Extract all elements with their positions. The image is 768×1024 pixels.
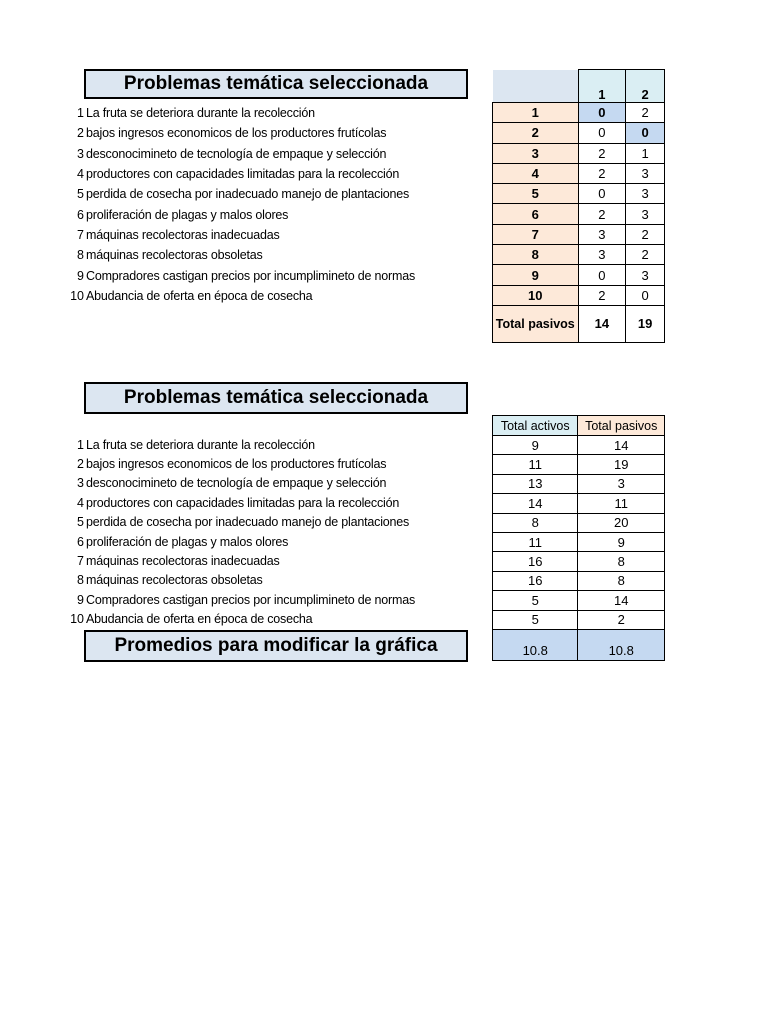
problem-text: desconocimineto de tecnología de empaque y selección	[86, 476, 387, 491]
table-row	[493, 591, 665, 610]
table-row	[493, 143, 665, 163]
section1-title: Problemas temática seleccionada	[84, 69, 468, 99]
list-item	[64, 225, 484, 245]
total-activos-cell: 8	[493, 513, 578, 532]
table-row	[493, 245, 665, 265]
total-pasivos-cell: 20	[578, 513, 665, 532]
matrix-cell: 3	[626, 184, 665, 204]
problem-number: 10	[70, 612, 84, 627]
matrix-cell: 2	[578, 143, 626, 163]
matrix-row-label: 8	[493, 245, 579, 265]
total-activos-cell: 16	[493, 552, 578, 571]
table-row	[493, 184, 665, 204]
matrix-cell: 2	[578, 204, 626, 224]
matrix-row-label: 3	[493, 143, 579, 163]
matrix-cell: 0	[578, 123, 626, 143]
total-pasivos-cell: 14	[578, 436, 665, 455]
matrix-cell: 0	[626, 285, 665, 305]
list-item	[64, 286, 484, 306]
average-pasivos: 10.8	[578, 629, 665, 660]
list-item	[64, 474, 484, 493]
total-pasivos-value: 19	[626, 305, 665, 342]
matrix-cell: 3	[626, 265, 665, 285]
matrix-row-label: 9	[493, 265, 579, 285]
total-activos-cell: 5	[493, 610, 578, 629]
total-pasivos-cell: 11	[578, 494, 665, 513]
totals-table	[492, 415, 665, 661]
matrix-row-label: 5	[493, 184, 579, 204]
matrix-col-header: 2	[626, 70, 665, 103]
matrix-header-row	[493, 70, 665, 103]
list-item	[64, 184, 484, 204]
table-row	[493, 224, 665, 244]
matrix-cell: 0	[578, 103, 626, 123]
problem-number: 6	[77, 534, 84, 549]
total-activos-header: Total activos	[493, 416, 578, 436]
problem-number: 2	[77, 457, 84, 472]
problem-text: máquinas recolectoras obsoletas	[86, 248, 263, 263]
list-item	[64, 532, 484, 551]
list-item	[64, 103, 484, 123]
table-row	[493, 123, 665, 143]
table-row	[493, 455, 665, 474]
matrix-row-label: 10	[493, 285, 579, 305]
problem-text: máquinas recolectoras inadecuadas	[86, 227, 280, 242]
matrix-col-header: 1	[578, 70, 626, 103]
problem-number: 9	[77, 268, 84, 283]
total-pasivos-cell: 2	[578, 610, 665, 629]
list-item	[64, 454, 484, 473]
problem-text: bajos ingresos economicos de los productores frutícolas	[86, 126, 387, 141]
section2-title: Problemas temática seleccionada	[84, 382, 468, 414]
matrix-cell: 0	[578, 184, 626, 204]
problem-number: 4	[77, 167, 84, 182]
problem-text: perdida de cosecha por inadecuado manejo de plantaciones	[86, 515, 410, 530]
problem-number: 2	[77, 126, 84, 141]
averages-title: Promedios para modificar la gráfica	[84, 630, 468, 662]
matrix-cell: 2	[626, 245, 665, 265]
matrix-row-label: 1	[493, 103, 579, 123]
matrix-cell: 2	[578, 163, 626, 183]
total-activos-cell: 9	[493, 436, 578, 455]
list-item	[64, 265, 484, 285]
problem-text: desconocimineto de tecnología de empaque y selección	[86, 146, 387, 161]
matrix-row-label: 2	[493, 123, 579, 143]
list-item	[64, 245, 484, 265]
table-row	[493, 474, 665, 493]
problem-number: 7	[77, 554, 84, 569]
problem-number: 10	[70, 288, 84, 303]
list-item	[64, 513, 484, 532]
total-pasivos-cell: 3	[578, 474, 665, 493]
table-row	[493, 204, 665, 224]
table-row	[493, 163, 665, 183]
total-pasivos-cell: 19	[578, 455, 665, 474]
problem-number: 8	[77, 573, 84, 588]
total-pasivos-cell: 8	[578, 571, 665, 590]
total-activos-cell: 11	[493, 455, 578, 474]
problem-number: 6	[77, 207, 84, 222]
matrix-cell: 3	[626, 163, 665, 183]
list-item	[64, 435, 484, 454]
total-pasivos-cell: 8	[578, 552, 665, 571]
problem-text: productores con capacidades limitadas para la recolección	[86, 167, 400, 182]
matrix-cell: 3	[578, 224, 626, 244]
total-pasivos-cell: 14	[578, 591, 665, 610]
matrix-cell: 3	[626, 204, 665, 224]
section1-problem-list	[64, 103, 484, 306]
list-item	[64, 590, 484, 609]
problem-text: proliferación de plagas y malos olores	[86, 534, 289, 549]
matrix-total-row	[493, 305, 665, 342]
problem-number: 5	[77, 515, 84, 530]
average-activos: 10.8	[493, 629, 578, 660]
total-pasivos-header: Total pasivos	[578, 416, 665, 436]
table-row	[493, 532, 665, 551]
problem-number: 5	[77, 187, 84, 202]
problem-number: 9	[77, 592, 84, 607]
matrix-row-label: 7	[493, 224, 579, 244]
matrix-cell: 1	[626, 143, 665, 163]
problem-text: Compradores castigan precios por incumplimineto de normas	[86, 592, 416, 607]
total-pasivos-value: 14	[578, 305, 626, 342]
problem-number: 1	[77, 437, 84, 452]
problem-number: 1	[77, 106, 84, 121]
problem-text: La fruta se deteriora durante la recolección	[86, 437, 315, 452]
list-item	[64, 571, 484, 590]
table-row	[493, 571, 665, 590]
problem-number: 4	[77, 495, 84, 510]
list-item	[64, 204, 484, 224]
matrix-cell: 0	[626, 123, 665, 143]
total-pasivos-cell: 9	[578, 532, 665, 551]
table-row	[493, 285, 665, 305]
total-activos-cell: 16	[493, 571, 578, 590]
list-item	[64, 610, 484, 629]
problem-text: perdida de cosecha por inadecuado manejo de plantaciones	[86, 187, 410, 202]
problem-text: Abudancia de oferta en época de cosecha	[86, 288, 313, 303]
problem-number: 3	[77, 476, 84, 491]
total-activos-cell: 14	[493, 494, 578, 513]
section2-problem-list	[64, 435, 484, 629]
matrix-cell: 2	[578, 285, 626, 305]
problem-text: La fruta se deteriora durante la recolección	[86, 106, 315, 121]
list-item	[64, 164, 484, 184]
table-row	[493, 103, 665, 123]
averages-row	[493, 629, 665, 660]
table-row	[493, 436, 665, 455]
table-row	[493, 610, 665, 629]
list-item	[64, 123, 484, 143]
problem-number: 8	[77, 248, 84, 263]
problem-text: Abudancia de oferta en época de cosecha	[86, 612, 313, 627]
matrix-cell: 3	[578, 245, 626, 265]
table-row	[493, 552, 665, 571]
problem-text: Compradores castigan precios por incumplimineto de normas	[86, 268, 416, 283]
problem-text: proliferación de plagas y malos olores	[86, 207, 289, 222]
table-row	[493, 265, 665, 285]
problem-text: productores con capacidades limitadas para la recolección	[86, 495, 400, 510]
matrix-row-label: 4	[493, 163, 579, 183]
list-item	[64, 144, 484, 164]
problem-text: bajos ingresos economicos de los productores frutícolas	[86, 457, 387, 472]
matrix-cell: 2	[626, 224, 665, 244]
problem-text: máquinas recolectoras inadecuadas	[86, 554, 280, 569]
list-item	[64, 551, 484, 570]
list-item	[64, 493, 484, 512]
totals-header-row	[493, 416, 665, 436]
total-activos-cell: 5	[493, 591, 578, 610]
total-pasivos-label: Total pasivos	[493, 305, 579, 342]
problem-number: 7	[77, 227, 84, 242]
problem-number: 3	[77, 146, 84, 161]
problem-text: máquinas recolectoras obsoletas	[86, 573, 263, 588]
total-activos-cell: 13	[493, 474, 578, 493]
matrix-cell: 0	[578, 265, 626, 285]
matrix-corner-cell	[493, 70, 579, 103]
total-activos-cell: 11	[493, 532, 578, 551]
table-row	[493, 513, 665, 532]
influence-matrix	[492, 69, 665, 343]
matrix-row-label: 6	[493, 204, 579, 224]
table-row	[493, 494, 665, 513]
matrix-cell: 2	[626, 103, 665, 123]
